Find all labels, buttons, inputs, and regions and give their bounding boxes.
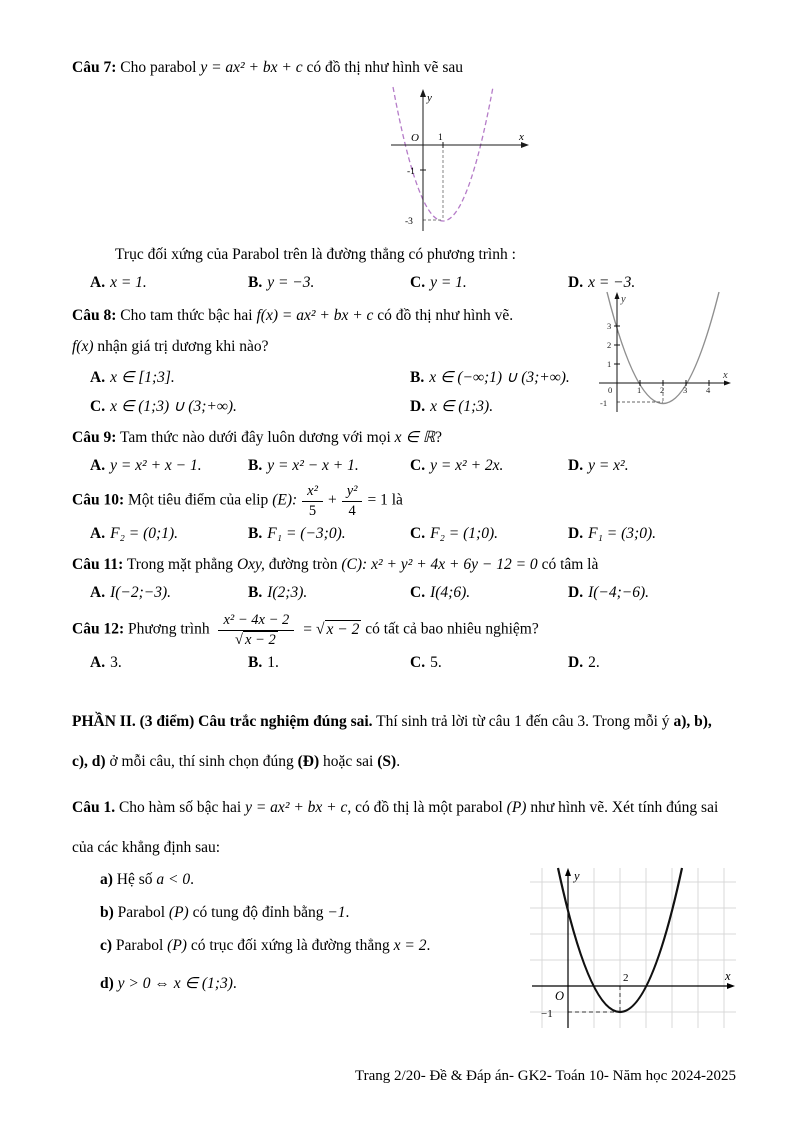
answer-text: x ∈ (−∞;1) ∪ (3;+∞). — [429, 369, 570, 387]
question-11-mid: đường tròn — [264, 555, 342, 573]
x2-label: 2 — [660, 385, 665, 395]
tick-1-label: 1 — [438, 133, 443, 144]
item-math: y > 0 ⇔ x ∈ (1;3) — [117, 974, 233, 992]
question-11-post: có tâm là — [537, 555, 599, 573]
part2-heading-line1 — [72, 702, 736, 742]
answer-text: y = x² − x + 1. — [267, 457, 359, 474]
part2-instructions3: hoặc sai — [319, 752, 378, 770]
fraction-radical — [218, 612, 294, 648]
question-8-label: Câu 8: — [72, 306, 117, 324]
tick-minus1-label: -1 — [407, 167, 415, 178]
tick-2-label: 2 — [623, 972, 629, 984]
answer-letter: D. — [568, 273, 584, 291]
oxy-plane: Oxy, — [236, 555, 265, 573]
answer-letter: A. — [90, 524, 106, 542]
question-10-pre: Một tiêu điểm của elip — [124, 491, 273, 509]
q8-answer-c — [90, 395, 410, 418]
page-footer: Trang 2/20- Đề & Đáp án- GK2- Toán 10- Năm học 2024-2025 — [355, 1068, 736, 1084]
equals-one: = 1 — [367, 491, 388, 509]
p2q1-label: Câu 1. — [72, 798, 116, 816]
question-9-label: Câu 9: — [72, 428, 117, 446]
part2-question-1-graph — [528, 866, 743, 1043]
question-8-formula: f(x) = ax² + bx + c — [256, 306, 374, 324]
answer-text: y = x². — [588, 457, 629, 474]
question-12-pre: Phương trình — [124, 621, 214, 639]
fraction-numerator: y² — [342, 483, 363, 502]
part2-title: PHẦN II. (3 điểm) Câu trắc nghiệm đúng sai. — [72, 712, 373, 730]
item-letter: d) — [100, 974, 114, 992]
x0-label: 0 — [608, 385, 613, 395]
question-10-answers — [72, 522, 736, 545]
fraction-numerator: x² — [302, 483, 323, 502]
answer-letter: D. — [568, 457, 584, 474]
question-10-line — [72, 483, 736, 519]
q11-answer-c — [410, 581, 568, 604]
answer-letter: B. — [248, 653, 263, 671]
parabola-name: (P) — [506, 798, 527, 816]
tick-minus3-label: -3 — [405, 217, 413, 228]
y3-label: 3 — [607, 321, 612, 331]
sqrt-body: x − 2 — [245, 632, 276, 649]
fraction-y2-over-4 — [342, 483, 363, 519]
item-math: (P) — [167, 937, 187, 955]
question-11-pre: Trong mặt phẳng — [123, 555, 237, 573]
item-math: a < 0 — [156, 870, 191, 888]
item-post: . — [232, 974, 237, 992]
question-10-post: là — [387, 491, 403, 509]
item-letter: b) — [100, 904, 114, 922]
q7-answer-c — [410, 271, 568, 294]
y2-label: 2 — [607, 340, 612, 350]
x-axis-label: x — [519, 131, 524, 144]
part2-dung: (Đ) — [297, 752, 320, 770]
answer-text: x ∈ (1;3). — [430, 397, 494, 415]
part2-heading — [72, 702, 736, 782]
q12-answer-d — [568, 651, 736, 674]
x-axis-label: x — [725, 969, 731, 983]
q9-answer-c — [410, 454, 568, 477]
question-11-answers — [72, 581, 736, 604]
p2q1-line1 — [72, 788, 736, 828]
question-8-line2-text: nhận giá trị dương khi nào? — [93, 338, 269, 355]
part2-instructions: Thí sinh trả lời từ câu 1 đến câu 3. Trong mỗi ý — [372, 712, 674, 730]
answer-letter: A. — [90, 584, 106, 602]
answer-letter: A. — [90, 457, 106, 474]
x-axis-label: x — [723, 370, 728, 381]
answer-letter: A. — [90, 273, 106, 291]
answer-text: 3. — [110, 653, 122, 671]
answer-letter: D. — [410, 397, 426, 415]
p2q1-mid: , có đồ thị là một parabol — [347, 798, 507, 816]
question-9-formula: x ∈ ℝ — [394, 428, 436, 446]
q11-answer-a — [90, 581, 248, 604]
question-7-post: có đồ thị như hình vẽ sau — [302, 59, 463, 76]
tick-minus1-label: −1 — [541, 1008, 553, 1020]
question-12-post: có tất cả bao nhiêu nghiệm? — [361, 621, 539, 639]
x-axis-arrow — [727, 983, 735, 989]
x1-label: 1 — [637, 385, 642, 395]
y-axis-label: y — [427, 92, 432, 105]
sqrt-symbol: √ — [316, 621, 325, 639]
answer-letter: B. — [248, 584, 263, 602]
question-9-post: ? — [435, 428, 442, 446]
p2q1-pre: Cho hàm số bậc hai — [115, 798, 246, 816]
question-12-answers — [72, 651, 736, 674]
part2-sai: (S) — [377, 752, 397, 770]
q8-answer-a — [90, 366, 410, 389]
q10-answer-b — [248, 522, 410, 545]
fraction-denominator: 5 — [308, 502, 317, 519]
answer-letter: C. — [410, 584, 426, 602]
question-12-label: Câu 12: — [72, 621, 125, 639]
answer-letter: B. — [248, 273, 263, 291]
question-8-pre: Cho tam thức bậc hai — [116, 306, 257, 324]
answer-letter: C. — [410, 524, 426, 542]
y-axis-label: y — [574, 869, 580, 883]
item-math2: x = 2 — [393, 937, 427, 955]
answer-text: F₂ = (0;1). — [110, 524, 179, 542]
question-11-line — [72, 553, 736, 576]
q10-answer-a — [90, 522, 248, 545]
q9-answer-b — [248, 454, 410, 477]
origin-label: O — [411, 132, 419, 145]
parabola-figure-q7 — [383, 85, 533, 235]
answer-text: x ∈ [1;3]. — [110, 369, 175, 387]
answer-letter: C. — [410, 653, 426, 671]
answer-text: x = −3. — [588, 273, 636, 291]
q7-answer-a — [90, 271, 248, 294]
answer-text: y = 1. — [430, 273, 467, 291]
sqrt-body: x − 2 — [326, 621, 360, 639]
q10-answer-d — [568, 522, 736, 545]
answer-letter: B. — [248, 524, 263, 542]
item-math2: −1 — [327, 904, 346, 922]
question-10-label: Câu 10: — [72, 491, 125, 509]
sqrt-symbol: √ — [235, 632, 243, 649]
item-letter: a) — [100, 870, 113, 888]
part2-instructions2: ở mỗi câu, thí sinh chọn đúng — [105, 752, 298, 770]
question-7-graph — [383, 85, 533, 235]
answer-text: x = 1. — [110, 273, 147, 291]
q12-answer-b — [248, 651, 410, 674]
question-8-fx: f(x) — [72, 338, 94, 355]
y-axis-arrow — [565, 868, 571, 876]
question-7-prompt: Trục đối xứng của Parabol trên là đường thẳng có phương trình : — [115, 246, 516, 264]
item-math: (P) — [168, 904, 189, 922]
item-post: . — [190, 870, 194, 888]
y-axis-arrow — [615, 292, 620, 299]
question-9-answers — [72, 454, 736, 477]
q7-answer-b — [248, 271, 410, 294]
q9-answer-a — [90, 454, 248, 477]
fraction-denominator — [218, 631, 294, 649]
x4-label: 4 — [706, 385, 711, 395]
q11-answer-d — [568, 581, 736, 604]
item-pre: Hệ số — [112, 870, 157, 888]
part2-bold-ab: a), b), — [673, 712, 712, 730]
item-mid: có trục đối xứng là đường thẳng — [186, 937, 394, 955]
p2q1-formula: y = ax² + bx + c — [245, 798, 348, 816]
item-mid: có tung độ đỉnh bằng — [188, 904, 328, 922]
circle-equation: (C): x² + y² + 4x + 6y − 12 = 0 — [341, 555, 538, 573]
answer-text: y = x² + x − 1. — [110, 457, 202, 474]
q12-answer-a — [90, 651, 248, 674]
parabola-figure-q8 — [595, 290, 735, 418]
exam-content — [72, 56, 736, 995]
answer-letter: A. — [90, 369, 106, 387]
question-9-pre: Tam thức nào dưới đây luôn dương với mọi — [116, 428, 395, 446]
answer-letter: B. — [248, 457, 263, 474]
answer-text: I(−2;−3). — [110, 584, 172, 602]
answer-text: y = −3. — [267, 273, 315, 291]
answer-text: I(−4;−6). — [588, 584, 650, 602]
q9-answer-d — [568, 454, 736, 477]
equals-sign: = — [303, 621, 313, 639]
answer-text: F₁ = (−3;0). — [267, 524, 346, 542]
p2q1-post: như hình vẽ. Xét tính đúng sai — [526, 798, 719, 816]
fraction-denominator: 4 — [348, 502, 356, 519]
answer-text: I(4;6). — [430, 584, 471, 602]
item-pre: Parabol — [113, 904, 169, 922]
question-7-label: Câu 7: — [72, 59, 117, 76]
answer-text: x ∈ (1;3) ∪ (3;+∞). — [110, 397, 237, 415]
answer-letter: D. — [568, 524, 584, 542]
answer-text: F₂ = (1;0). — [430, 524, 499, 542]
x3-label: 3 — [683, 385, 688, 395]
answer-letter: C. — [90, 397, 106, 415]
grid-lines — [530, 868, 736, 1028]
answer-text: 5. — [430, 653, 442, 671]
answer-text: 1. — [267, 653, 279, 671]
item-post: . — [426, 937, 431, 955]
answer-text: 2. — [588, 653, 600, 671]
part2-bold-cd: c), d) — [72, 752, 106, 770]
answer-letter: D. — [568, 653, 584, 671]
q10-answer-c — [410, 522, 568, 545]
fraction-x2-over-5 — [302, 483, 323, 519]
question-9-line — [72, 426, 736, 449]
question-8-graph — [595, 290, 735, 423]
answer-text: y = x² + 2x. — [430, 457, 504, 474]
y-axis-label: y — [621, 294, 626, 305]
y-axis-arrow — [420, 89, 426, 97]
q11-answer-b — [248, 581, 410, 604]
plus-sign: + — [327, 491, 337, 509]
y1-label: 1 — [607, 359, 612, 369]
item-post: . — [345, 904, 350, 922]
answer-letter: C. — [410, 273, 426, 291]
x-axis-arrow — [724, 381, 731, 386]
part2-heading-line2 — [72, 742, 736, 782]
part2-period: . — [396, 752, 401, 770]
question-8-post: có đồ thị như hình vẽ. — [373, 306, 514, 324]
parabola-figure-p2q1 — [528, 866, 743, 1038]
question-11-label: Câu 11: — [72, 555, 124, 573]
answer-letter: D. — [568, 584, 584, 602]
p2q1-line2: của các khẳng định sau: — [72, 838, 221, 856]
answer-letter: B. — [410, 369, 425, 387]
question-7-pre: Cho parabol — [116, 59, 201, 76]
origin-label: O — [555, 989, 565, 1003]
minus1-label: -1 — [600, 398, 608, 408]
item-letter: c) — [100, 937, 113, 955]
q12-answer-c — [410, 651, 568, 674]
ellipse-name: (E): — [272, 491, 298, 509]
answer-text: I(2;3). — [267, 584, 308, 602]
answer-letter: A. — [90, 653, 106, 671]
answer-letter: C. — [410, 457, 426, 474]
question-7-formula: y = ax² + bx + c — [200, 59, 303, 76]
fraction-numerator: x² − 4x − 2 — [218, 612, 294, 631]
answer-text: F₁ = (3;0). — [588, 524, 657, 542]
question-7-line — [72, 56, 736, 79]
question-12-line — [72, 612, 736, 648]
item-pre: Parabol — [112, 937, 168, 955]
